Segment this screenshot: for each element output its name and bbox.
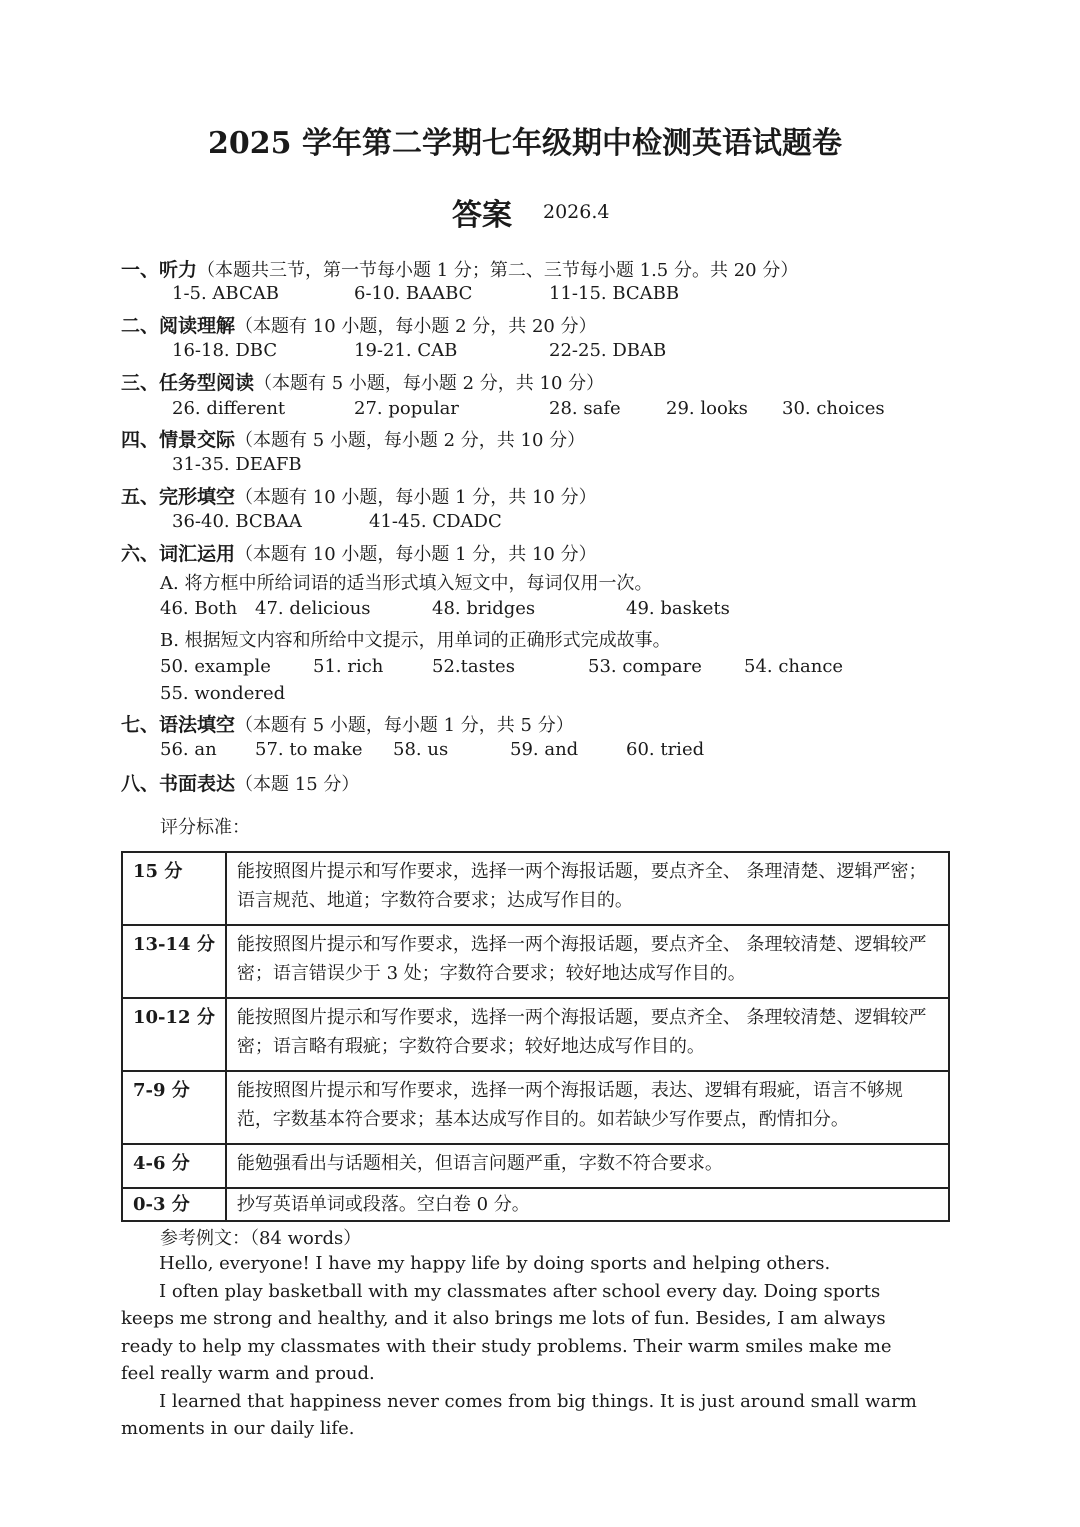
answer: 11-15. BCABB [549, 283, 680, 304]
answer: 49. baskets [626, 598, 730, 619]
answer: 48. bridges [432, 598, 536, 619]
essay-paragraph: I often play basketball with my classmates after school every day. Doing sports keeps me strong and healthy, and it also brings me lots of fun. Besides, I am always ready to help my classmates with their study problems. Their warm smiles make me feel really warm and proud. [121, 1280, 892, 1384]
section-5-heading: 五、完形填空（本题有 10 小题，每小题 1 分，共 10 分） [121, 486, 597, 508]
section-6-part-b-instruction: B. 根据短文内容和所给中文提示，用单词的正确形式完成故事。 [160, 630, 671, 651]
table-row [122, 1071, 949, 1144]
answer: 56. an [160, 739, 217, 760]
answer: 60. tried [626, 739, 705, 760]
rubric-score: 15 分 [122, 852, 226, 925]
answer: 26. different [172, 398, 286, 419]
answer: 16-18. DBC [172, 340, 278, 361]
answer: 52.tastes [432, 656, 515, 677]
section-3-heading: 三、任务型阅读（本题有 5 小题，每小题 2 分，共 10 分） [121, 372, 605, 394]
exam-date: 2026.4 [543, 201, 610, 223]
section-1-heading: 一、听力（本题共三节，第一节每小题 1 分；第二、三节每小题 1.5 分。共 20 分） [121, 259, 799, 281]
rubric-description: 能勉强看出与话题相关，但语言问题严重，字数不符合要求。 [226, 1144, 949, 1188]
answer: 47. delicious [255, 598, 371, 619]
answer: 6-10. BAABC [354, 283, 473, 304]
rubric-score: 7-9 分 [122, 1071, 226, 1144]
rubric-description: 能按照图片提示和写作要求，选择一两个海报话题，要点齐全、 条理清楚、逻辑严密；语言规范、地道；字数符合要求；达成写作目的。 [226, 852, 949, 925]
answer: 22-25. DBAB [549, 340, 667, 361]
answer: 27. popular [354, 398, 459, 419]
scoring-rubric-table [121, 851, 950, 1222]
answer: 57. to make [255, 739, 363, 760]
section-4-heading: 四、情景交际（本题有 5 小题，每小题 2 分，共 10 分） [121, 429, 586, 451]
rubric-description: 能按照图片提示和写作要求，选择一两个海报话题，要点齐全、 条理较清楚、逻辑较严密；语言错误少于 3 处；字数符合要求；较好地达成写作目的。 [226, 925, 949, 998]
rubric-score: 4-6 分 [122, 1144, 226, 1188]
table-row [122, 1188, 949, 1221]
answer: 28. safe [549, 398, 621, 419]
table-row [122, 998, 949, 1071]
answer: 36-40. BCBAA [172, 511, 302, 532]
table-row [122, 852, 949, 925]
essay-paragraph: Hello, everyone! I have my happy life by doing sports and helping others. [159, 1253, 831, 1274]
sample-essay-label: 参考例文：（84 words） [160, 1228, 362, 1249]
section-2-heading: 二、阅读理解（本题有 10 小题，每小题 2 分，共 20 分） [121, 315, 597, 337]
answer: 55. wondered [160, 683, 286, 704]
answer-heading: 答案 [452, 198, 512, 233]
rubric-description: 能按照图片提示和写作要求，选择一两个海报话题，要点齐全、 条理较清楚、逻辑较严密；语言略有瑕疵；字数符合要求；较好地达成写作目的。 [226, 998, 949, 1071]
answer: 19-21. CAB [354, 340, 458, 361]
rubric-score: 10-12 分 [122, 998, 226, 1071]
answer: 46. Both [160, 598, 238, 619]
section-7-heading: 七、语法填空（本题有 5 小题，每小题 1 分，共 5 分） [121, 714, 574, 736]
sample-essay [121, 1250, 931, 1443]
rubric-score: 13-14 分 [122, 925, 226, 998]
rubric-score: 0-3 分 [122, 1188, 226, 1221]
answer: 54. chance [744, 656, 844, 677]
answer: 30. choices [782, 398, 885, 419]
section-8-heading: 八、书面表达（本题 15 分） [121, 773, 360, 795]
rubric-description: 抄写英语单词或段落。空白卷 0 分。 [226, 1188, 949, 1221]
table-row [122, 925, 949, 998]
answer: 41-45. CDADC [369, 511, 502, 532]
essay-paragraph: I learned that happiness never comes from big things. It is just around small warm moments in our daily life. [121, 1390, 917, 1439]
answer: 50. example [160, 656, 271, 677]
section-6-heading: 六、词汇运用（本题有 10 小题，每小题 1 分，共 10 分） [121, 543, 597, 565]
answer: 31-35. DEAFB [172, 454, 302, 475]
table-row [122, 1144, 949, 1188]
rubric-description: 能按照图片提示和写作要求，选择一两个海报话题，表达、逻辑有瑕疵，语言不够规范，字数基本符合要求；基本达成写作目的。如若缺少写作要点，酌情扣分。 [226, 1071, 949, 1144]
answer: 53. compare [588, 656, 702, 677]
section-6-part-a-instruction: A. 将方框中所给词语的适当形式填入短文中，每词仅用一次。 [160, 573, 653, 594]
answer: 59. and [510, 739, 579, 760]
answer: 1-5. ABCAB [172, 283, 279, 304]
page-title: 2025 学年第二学期七年级期中检测英语试题卷 [208, 126, 842, 161]
answer: 51. rich [313, 656, 384, 677]
answer: 58. us [393, 739, 449, 760]
criteria-label: 评分标准： [160, 817, 250, 838]
answer: 29. looks [666, 398, 748, 419]
